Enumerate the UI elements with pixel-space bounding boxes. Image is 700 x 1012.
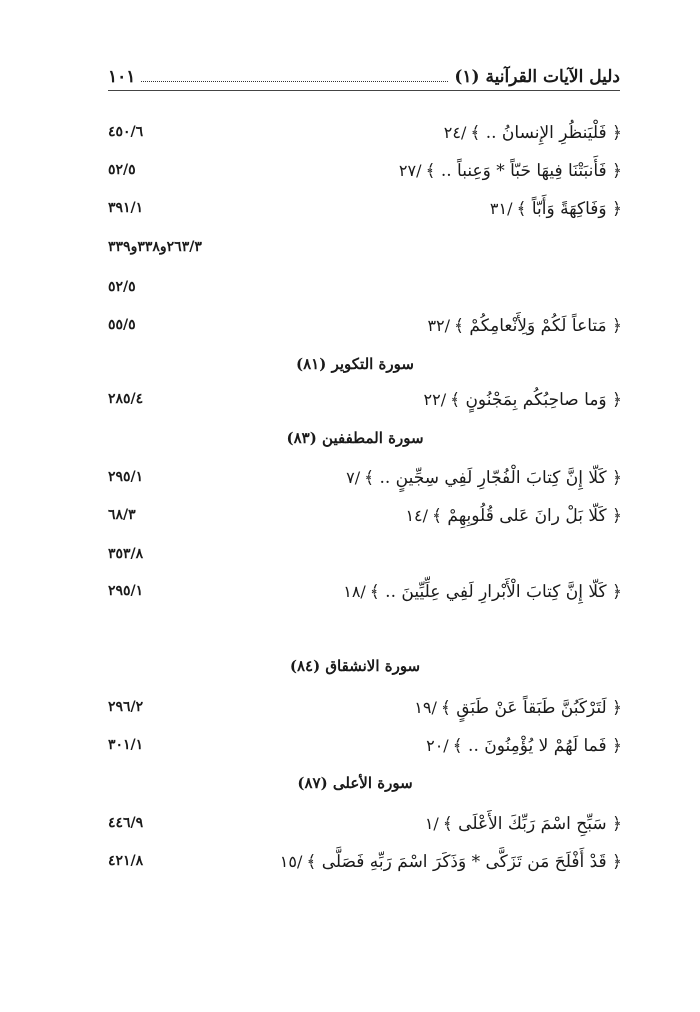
verse-text: ﴿ فَأَنبَتْنَا فِيهَا حَبّاً * وَعِنباً .. ﴾/٢٧: [398, 160, 622, 181]
page-reference: ٥٢/٥: [108, 279, 136, 295]
surah-heading: سورة التكوير (٨١): [296, 355, 414, 373]
verse-text: [618, 277, 622, 297]
verse-text: [618, 237, 622, 257]
verse-entry: [108, 117, 622, 147]
page-reference: ٢٨٥/٤: [108, 391, 144, 407]
verse-text: ﴿ كَلّا إِنَّ كِتابَ الْفُجّارِ لَفِي سِجِّينٍ .. ﴾/٧: [346, 467, 622, 488]
page-reference: ٤٤٦/٩: [108, 815, 144, 831]
page-reference: ٢٩٥/١: [108, 583, 144, 599]
surah-heading: سورة المطففين (٨٣): [286, 429, 424, 447]
verse-entry: [108, 310, 622, 340]
verse-entry: [108, 193, 622, 223]
page-reference: ٤٢١/٨: [108, 853, 144, 869]
verse-entry: [108, 846, 622, 876]
verse-text: ﴿ لَتَرْكَبُنَّ طَبَقاً عَنْ طَبَقٍ ﴾/١٩: [414, 697, 622, 718]
surah-heading: سورة الأعلى (٨٧): [297, 774, 413, 792]
header-title: دليل الآيات القرآنية (١): [454, 67, 620, 87]
verse-entry: [108, 576, 622, 606]
page-reference: ٢٩٦/٢: [108, 699, 144, 715]
verse-text: ﴿ قَدْ أَفْلَحَ مَن تَزَكَّى * وَذَكَرَ اسْمَ رَبِّهِ فَصَلَّى ﴾/١٥: [279, 851, 622, 872]
verse-text: ﴿ وَما صاحِبُكُم بِمَجْنُونٍ ﴾/٢٢: [423, 389, 622, 410]
verse-text: ﴿ كَلّا إِنَّ كِتابَ الْأَبْرارِ لَفِي عِلِّيِّينَ .. ﴾/١٨: [343, 581, 622, 602]
header-leader-dots: [141, 81, 448, 82]
page-reference: ٣٩١/١: [108, 200, 144, 216]
verse-entry: [108, 155, 622, 185]
verse-entry: [108, 384, 622, 414]
verse-text: ﴿ وَفَاكِهَةً وَأَبّاً ﴾/٣١: [489, 198, 622, 219]
page-reference: ٣٥٣/٨: [108, 546, 144, 562]
page-reference: ٢٩٥/١: [108, 469, 144, 485]
verse-text: ﴿ فَلْيَنظُرِ الإِنسانُ .. ﴾/٢٤: [443, 122, 622, 143]
verse-text: ﴿ سَبِّحِ اسْمَ رَبِّكَ الأَعْلَى ﴾/١: [424, 813, 622, 834]
verse-text: [618, 544, 622, 564]
verse-entry: [108, 232, 622, 262]
surah-heading: سورة الانشقاق (٨٤): [289, 657, 421, 675]
verse-entry: [108, 272, 622, 302]
verse-entry: [108, 539, 622, 569]
page-reference: ٣٠١/١: [108, 737, 144, 753]
verse-text: ﴿ فَما لَهُمْ لا يُؤْمِنُونَ .. ﴾/٢٠: [426, 735, 622, 756]
page-reference: ٤٥٠/٦: [108, 124, 144, 140]
page-reference: ٥٢/٥: [108, 162, 136, 178]
verse-entry: [108, 500, 622, 530]
verse-entry: [108, 692, 622, 722]
page-reference: ٦٨/٣: [108, 507, 136, 523]
verse-entry: [108, 462, 622, 492]
page-reference: ٢٦٣/٣و٣٣٨و٣٣٩: [108, 239, 202, 255]
verse-entry: [108, 730, 622, 760]
running-header: [108, 60, 620, 91]
verse-entry: [108, 808, 622, 838]
verse-text: ﴿ كَلّا بَلْ رانَ عَلى قُلُوبِهِمْ ﴾/١٤: [405, 505, 622, 526]
page-reference: ٥٥/٥: [108, 317, 136, 333]
page-number: ١٠١: [108, 67, 136, 87]
verse-text: ﴿ مَتاعاً لَكُمْ وَلِأَنْعامِكُمْ ﴾/٣٢: [427, 315, 622, 336]
